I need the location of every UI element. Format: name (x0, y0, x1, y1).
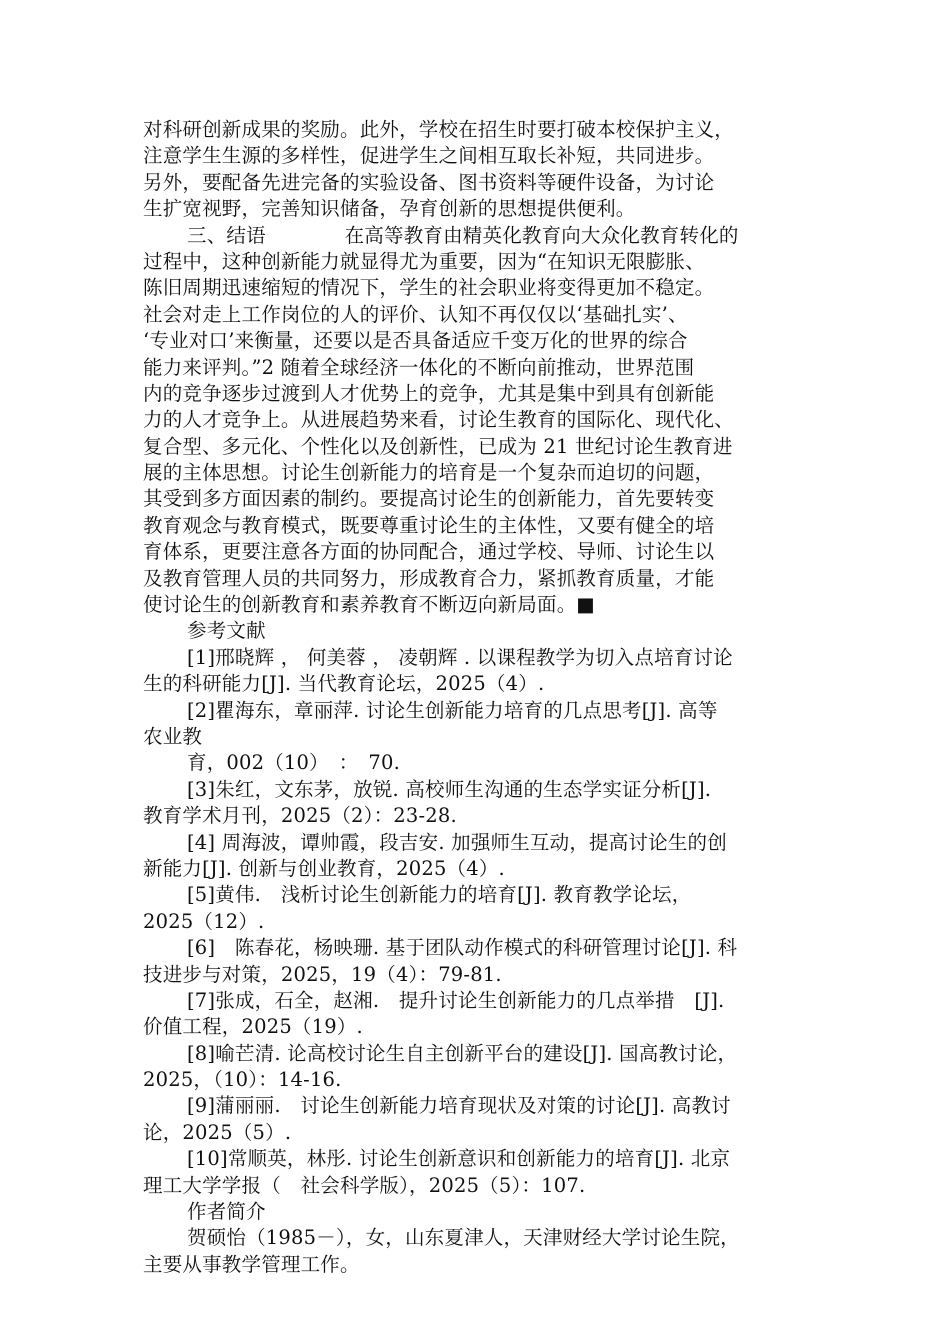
text-line: 生的科研能力[J]. 当代教育论坛，2025（4）. (143, 672, 545, 696)
text-line: 过程中，这种创新能力就显得尤为重要，因为“在知识无限膨胀、 (143, 249, 705, 273)
document-body (143, 117, 811, 1278)
text-line: 育体系，更要注意各方面的协同配合，通过学校、导师、讨论生以 (143, 540, 715, 564)
text-line: 复合型、多元化、个性化以及创新性，已成为 21 世纪讨论生教育进 (143, 434, 733, 458)
text-line: 生扩宽视野，完善知识储备，孕育创新的思想提供便利。 (143, 197, 636, 221)
text-line: 作者简介 (187, 1200, 266, 1224)
text-line: ‘专业对口’来衡量，还要以是否具备适应千变万化的世界的综合 (143, 329, 688, 353)
text-line: 2025，（10）：14-16. (143, 1068, 342, 1092)
text-line: [8]喻芒清. 论高校讨论生自主创新平台的建设[J]. 国高教讨论， (187, 1041, 738, 1065)
text-line: 论，2025（5）. (143, 1120, 292, 1144)
text-line: 社会对走上工作岗位的人的评价、认知不再仅仅以‘基础扎实’、 (143, 302, 688, 326)
text-line: 陈旧周期迅速缩短的情况下，学生的社会职业将变得更加不稳定。 (143, 276, 715, 300)
text-line: 展的主体思想。讨论生创新能力的培育是一个复杂而迫切的问题， (143, 461, 715, 485)
text-line: 育，002（10） ： 70. (187, 751, 401, 775)
text-line: 三、结语 在高等教育由精英化教育向大众化教育转化的 (187, 223, 739, 247)
text-line: 教育观念与教育模式，既要尊重讨论生的主体性，又要有健全的培 (143, 513, 715, 537)
text-line: 技进步与对策，2025，19（4）：79-81. (143, 962, 502, 986)
text-line: [3]朱红，文东茅，放锐. 高校师生沟通的生态学实证分析[J]. (187, 777, 712, 801)
text-line: [7]张成，石全，赵湘. 提升讨论生创新能力的几点举措 [J]. (187, 988, 725, 1012)
text-line: 注意学生生源的多样性，促进学生之间相互取长补短，共同进步。 (143, 144, 715, 168)
text-line: 内的竞争逐步过渡到人才优势上的竞争，尤其是集中到具有创新能 (143, 381, 715, 405)
text-line: 参考文献 (187, 619, 266, 643)
text-line: 理工大学学报（ 社会科学版），2025（5）：107. (143, 1173, 586, 1197)
text-line: 及教育管理人员的共同努力，形成教育合力，紧抓教育质量，才能 (143, 566, 715, 590)
text-line: 2025（12）. (143, 909, 265, 933)
text-line: 使讨论生的创新教育和素养教育不断迈向新局面。■ (143, 593, 596, 617)
text-line: [9]蒲丽丽. 讨论生创新能力培育现状及对策的讨论[J]. 高教讨 (187, 1094, 731, 1118)
text-line: 另外，要配备先进完备的实验设备、图书资料等硬件设备，为讨论 (143, 170, 715, 194)
text-line: [5]黄伟. 浅析讨论生创新能力的培育[J]. 教育教学论坛， (187, 883, 692, 907)
text-line: [6] 陈春花，杨映珊. 基于团队动作模式的科研管理讨论[J]. 科 (187, 936, 738, 960)
text-line: 农业教 (143, 724, 203, 748)
text-line: 力的人才竞争上。从进展趋势来看，讨论生教育的国际化、现代化、 (143, 408, 735, 432)
text-line: [10]常顺英，林彤. 讨论生创新意识和创新能力的培育[J]. 北京 (187, 1147, 731, 1171)
text-line: 贺硕怡（1985－），女，山东夏津人，天津财经大学讨论生院， (187, 1226, 740, 1250)
text-line: 价值工程，2025（19）. (143, 1015, 363, 1039)
text-line: 能力来评判。”2 随着全球经济一体化的不断向前推动，世界范围 (143, 355, 695, 379)
text-line: [4] 周海波，谭帅霞，段吉安. 加强师生互动，提高讨论生的创 (187, 830, 727, 854)
text-line: [1]邢晓辉 ， 何美蓉 ， 凌朝辉 . 以课程教学为切入点培育讨论 (187, 645, 733, 669)
text-line: 主要从事教学管理工作。 (143, 1252, 360, 1276)
text-line: 对科研创新成果的奖励。此外，学校在招生时要打破本校保护主义， (143, 118, 735, 141)
text-line: 新能力[J]. 创新与创业教育，2025（4）. (143, 856, 505, 880)
text-line: [2]瞿海东，章丽萍. 讨论生创新能力培育的几点思考[J]. 高等 (187, 698, 718, 722)
text-line: 其受到多方面因素的制约。要提高讨论生的创新能力，首先要转变 (143, 487, 715, 511)
text-line: 教育学术月刊，2025（2）：23-28. (143, 804, 457, 828)
